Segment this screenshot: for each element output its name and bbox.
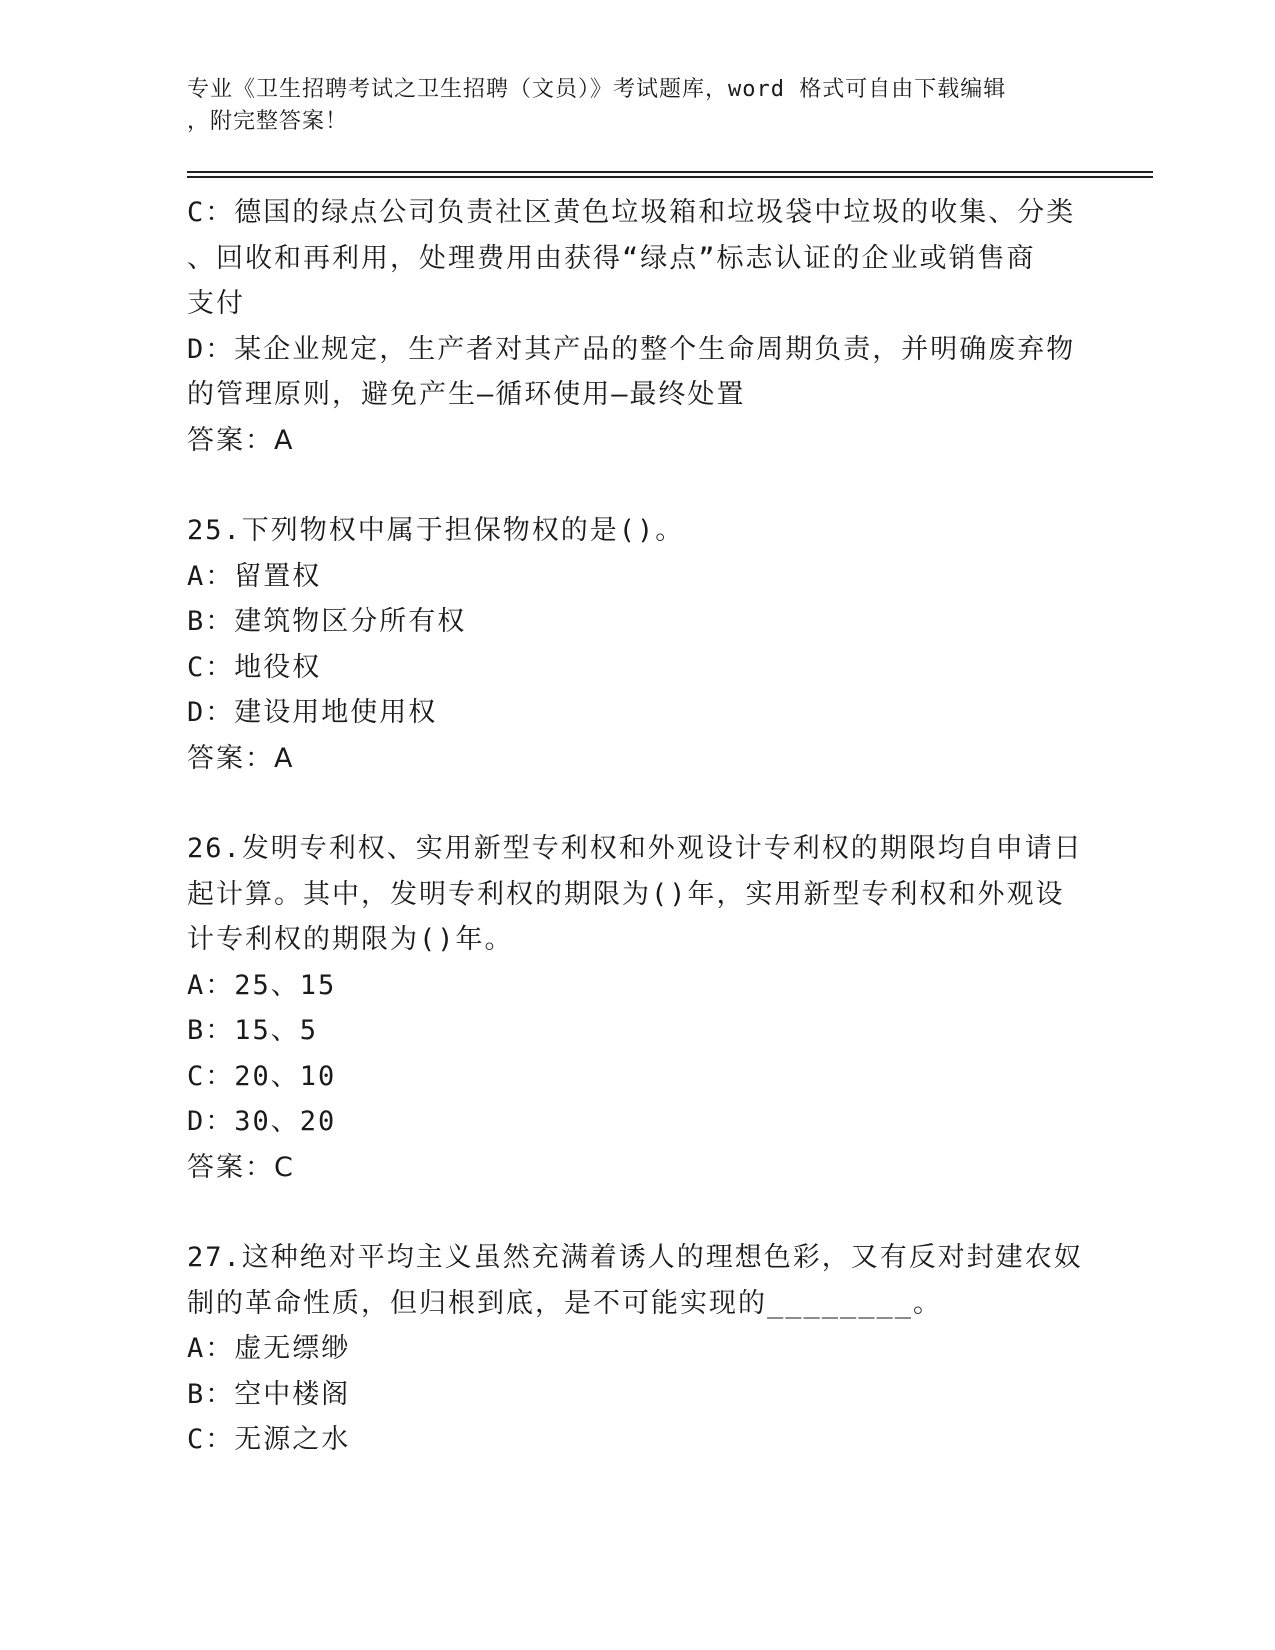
answer-label: 答案：A: [187, 742, 295, 774]
option-b: B：建筑物区分所有权: [187, 606, 467, 637]
option-b: B：15、5: [187, 1015, 319, 1046]
header-line-2: ，附完整答案！: [187, 109, 349, 134]
option-c-line: C：德国的绿点公司负责社区黄色垃圾箱和垃圾袋中垃圾的收集、分类: [187, 197, 1076, 228]
option-c: C：无源之水: [187, 1424, 351, 1455]
option-c-line: 支付: [187, 288, 245, 319]
question-stem-line: 起计算。其中，发明专利权的期限为()年，实用新型专利权和外观设: [187, 878, 1065, 910]
option-a: A：25、15: [187, 969, 337, 1001]
option-c-line: 、回收和再利用，处理费用由获得“绿点”标志认证的企业或销售商: [187, 242, 1036, 274]
option-d: D：30、20: [187, 1106, 337, 1137]
option-c: C：地役权: [187, 651, 322, 683]
answer-label: 答案：C: [187, 1151, 295, 1183]
question-26: [187, 826, 1087, 1190]
spacer: [187, 1190, 1087, 1235]
question-25: [187, 508, 1087, 781]
answer-label: 答案：A: [187, 424, 295, 456]
option-c: C：20、10: [187, 1060, 337, 1092]
question-stem-line: 26.发明专利权、实用新型专利权和外观设计专利权的期限均自申请日: [187, 833, 1083, 864]
question-stem-line: 计专利权的期限为()年。: [187, 924, 514, 955]
spacer: [187, 463, 1087, 508]
option-a: A：留置权: [187, 560, 322, 592]
header-rule-bottom: [187, 176, 1153, 178]
header-rule-top: [187, 171, 1153, 173]
question-27: [187, 1235, 1087, 1463]
option-d: D：建设用地使用权: [187, 697, 438, 728]
header-line-1: 专业《卫生招聘考试之卫生招聘（文员）》考试题库，word 格式可自由下载编辑: [187, 77, 1007, 102]
prev-question-block: [187, 190, 1087, 463]
question-stem-line: 制的革命性质，但归根到底，是不可能实现的________。: [187, 1287, 943, 1319]
option-a: A：虚无缥缈: [187, 1333, 351, 1364]
spacer: [187, 781, 1087, 826]
option-b: B：空中楼阁: [187, 1378, 351, 1410]
option-d-line: D：某企业规定，生产者对其产品的整个生命周期负责，并明确废弃物: [187, 333, 1076, 365]
question-stem-line: 27.这种绝对平均主义虽然充满着诱人的理想色彩，又有反对封建农奴: [187, 1242, 1083, 1273]
option-d-line: 的管理原则，避免产生—循环使用—最终处置: [187, 379, 746, 410]
question-stem: 25.下列物权中属于担保物权的是()。: [187, 515, 685, 546]
document-header: [187, 74, 1087, 138]
question-content: [187, 190, 1087, 1463]
